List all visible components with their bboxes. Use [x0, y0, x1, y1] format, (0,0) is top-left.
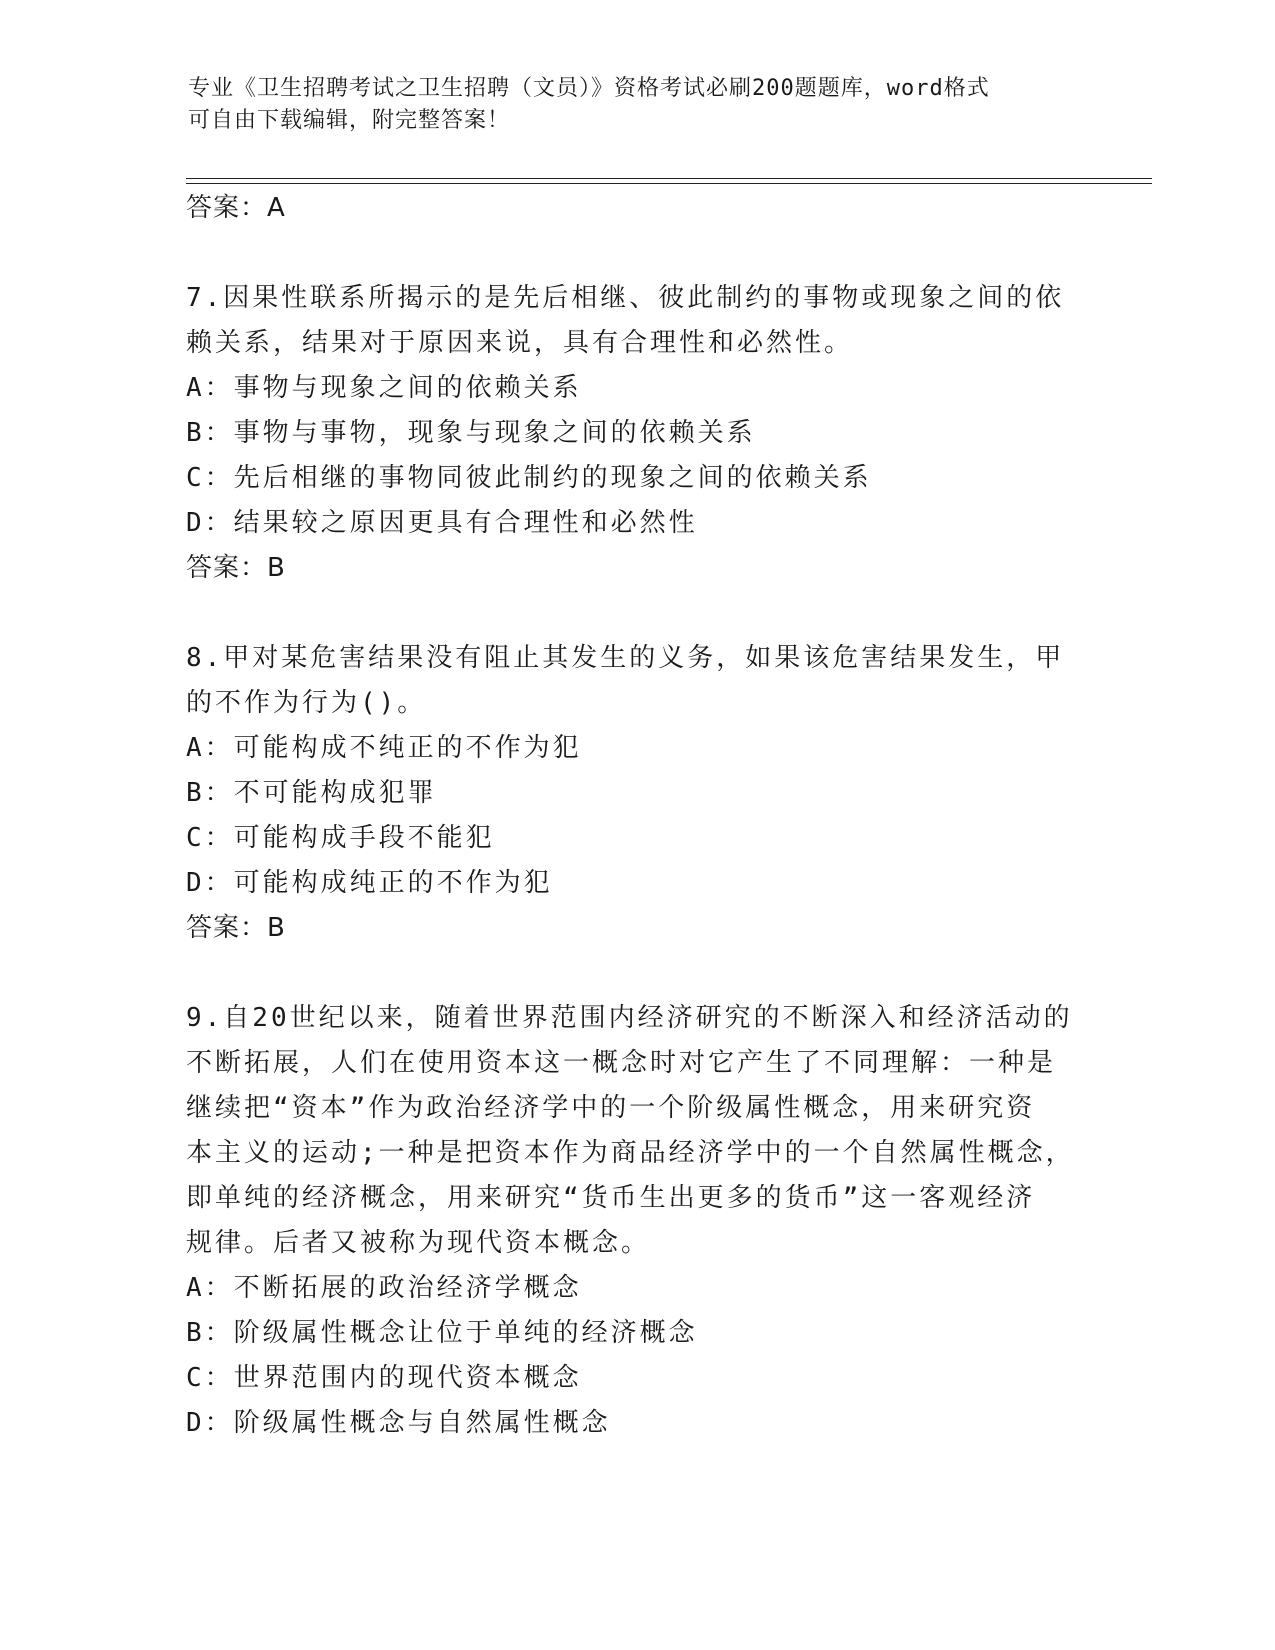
previous-answer: 答案：A — [186, 193, 286, 223]
question-stem-line: 即单纯的经济概念，用来研究“货币生出更多的货币”这一客观经济 — [186, 1183, 1036, 1213]
answer: 答案：B — [186, 553, 286, 583]
question-stem-line: 8.甲对某危害结果没有阻止其发生的义务，如果该危害结果发生，甲 — [186, 643, 1065, 673]
answer: 答案：B — [186, 913, 286, 943]
option-d: D：可能构成纯正的不作为犯 — [186, 868, 553, 898]
question-stem-line: 本主义的运动;一种是把资本作为商品经济学中的一个自然属性概念， — [186, 1138, 1075, 1168]
header-line-2: 可自由下载编辑，附完整答案！ — [188, 108, 511, 133]
question-stem-line: 赖关系，结果对于原因来说，具有合理性和必然性。 — [186, 328, 854, 358]
option-c: C：世界范围内的现代资本概念 — [186, 1363, 582, 1393]
option-d: D：阶级属性概念与自然属性概念 — [186, 1408, 611, 1438]
option-b: B：事物与事物，现象与现象之间的依赖关系 — [186, 418, 756, 448]
header-line-1: 专业《卫生招聘考试之卫生招聘（文员）》资格考试必刷200题题库，word格式 — [188, 76, 990, 101]
question-stem-line: 的不作为行为()。 — [186, 688, 427, 718]
question-stem-line: 不断拓展，人们在使用资本这一概念时对它产生了不同理解：一种是 — [186, 1048, 1057, 1078]
option-a: A：可能构成不纯正的不作为犯 — [186, 733, 582, 763]
option-b: B：不可能构成犯罪 — [186, 778, 437, 808]
option-a: A：不断拓展的政治经济学概念 — [186, 1273, 582, 1303]
header-divider-bottom — [186, 183, 1152, 184]
question-stem-line: 9.自20世纪以来，随着世界范围内经济研究的不断深入和经济活动的 — [186, 1003, 1073, 1033]
header-divider-top — [186, 178, 1152, 179]
question-stem-line: 规律。后者又被称为现代资本概念。 — [186, 1228, 651, 1258]
option-b: B：阶级属性概念让位于单纯的经济概念 — [186, 1318, 698, 1348]
question-stem-line: 继续把“资本”作为政治经济学中的一个阶级属性概念，用来研究资 — [186, 1093, 1036, 1123]
option-c: C：可能构成手段不能犯 — [186, 823, 495, 853]
option-c: C：先后相继的事物同彼此制约的现象之间的依赖关系 — [186, 463, 872, 493]
question-stem-line: 7.因果性联系所揭示的是先后相继、彼此制约的事物或现象之间的依 — [186, 283, 1065, 313]
document-header — [188, 73, 1068, 137]
option-d: D：结果较之原因更具有合理性和必然性 — [186, 508, 698, 538]
option-a: A：事物与现象之间的依赖关系 — [186, 373, 582, 403]
